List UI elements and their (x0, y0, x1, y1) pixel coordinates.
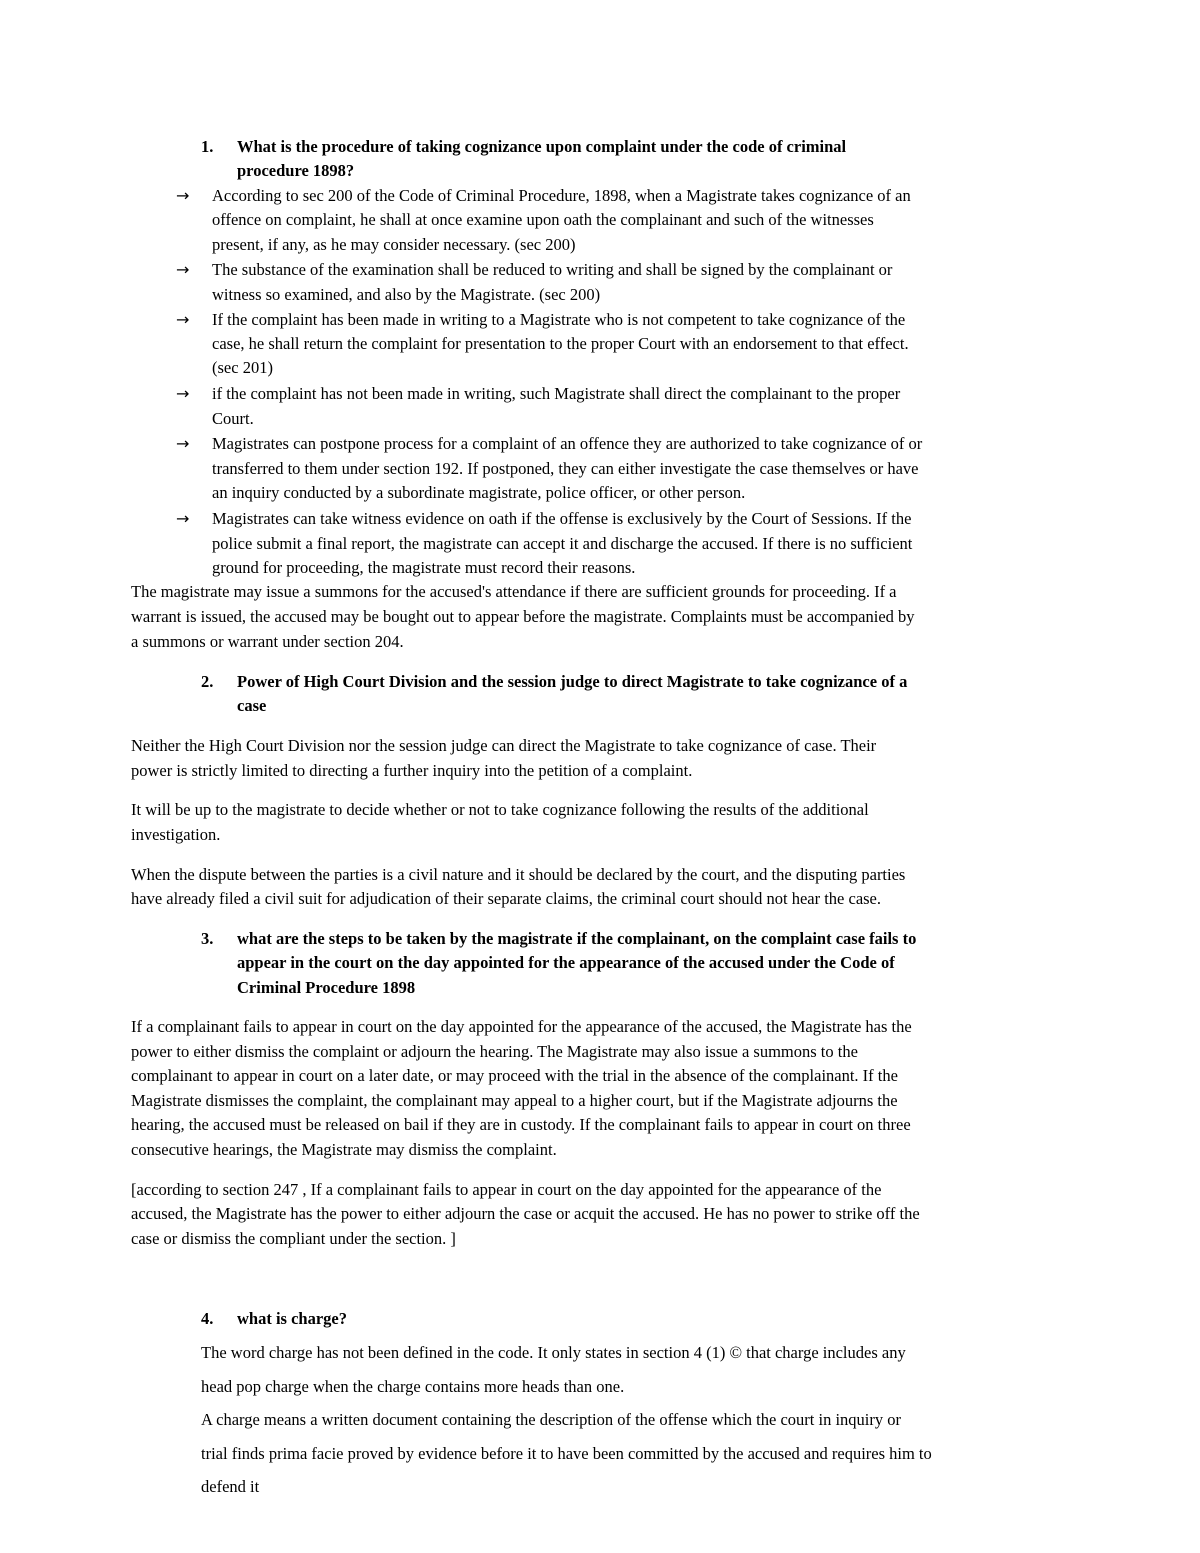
q1-bullet-2-line-1: The substance of the examination shall be reduced to writing and shall be signed by the complainant or (212, 260, 893, 279)
q1-bullet-1-line-3: present, if any, as he may consider necessary. (sec 200) (212, 235, 576, 254)
q2-para-3-line-1: When the dispute between the parties is a civil nature and it should be declared by the court, and the disputing parties (131, 865, 906, 884)
q1-bullet-5-line-3: an inquiry conducted by a subordinate magistrate, police officer, or other person. (212, 483, 746, 502)
q2-para-1-line-2: power is strictly limited to directing a further inquiry into the petition of a complaint. (131, 761, 693, 780)
q3-para-1-line-1: If a complainant fails to appear in court on the day appointed for the appearance of the accused, the Magistrate has the (131, 1017, 912, 1036)
q1-number: 1. (201, 137, 214, 156)
q4-number: 4. (201, 1309, 214, 1328)
q3-title-line-2: appear in the court on the day appointed for the appearance of the accused under the Code of (237, 953, 895, 972)
q2-title-line-1: Power of High Court Division and the session judge to direct Magistrate to take cognizance of a (237, 672, 908, 691)
q1-bullet-3-line-3: (sec 201) (212, 358, 273, 377)
q3-para-1-line-3: complainant to appear in court on a later date, or may proceed with the trial in the absence of the complainant. If the (131, 1066, 898, 1085)
q3-number: 3. (201, 929, 214, 948)
q3-para-1-line-5: hearing, the accused must be released on bail if they are in custody. If the complainant fails to appear in court on three (131, 1115, 911, 1134)
q1-bullet-2-line-2: witness so examined, and also by the Magistrate. (sec 200) (212, 285, 601, 304)
q3-para-2-line-1: [according to section 247 , If a complainant fails to appear in court on the day appointed for the appearance of the (131, 1180, 882, 1199)
arrow-icon: → (176, 260, 190, 279)
q4-line-2: head pop charge when the charge contains more heads than one. (201, 1377, 625, 1396)
q4-line-5: defend it (201, 1477, 260, 1496)
q2-title-line-2: case (237, 696, 267, 715)
arrow-icon: → (176, 384, 190, 403)
q1-after-line-3: a summons or warrant under section 204. (131, 632, 404, 651)
q3-para-1-line-2: power to either dismiss the complaint or adjourn the hearing. The Magistrate may also issue a summons to the (131, 1042, 858, 1061)
q2-para-3-line-2: have already filed a civil suit for adjudication of their separate claims, the criminal court should not hear the case. (131, 889, 882, 908)
q3-para-2-line-2: accused, the Magistrate has the power to either adjourn the case or acquit the accused. He has no power to strike off the (131, 1204, 920, 1223)
arrow-icon: → (176, 434, 190, 453)
q2-para-2-line-1: It will be up to the magistrate to decide whether or not to take cognizance following the results of the additional (131, 800, 869, 819)
q3-title-line-3: Criminal Procedure 1898 (237, 978, 416, 997)
q1-bullet-1-line-2: offence on complaint, he shall at once examine upon oath the complainant and such of the witnesses (212, 210, 874, 229)
q4-line-1: The word charge has not been defined in the code. It only states in section 4 (1) © that charge includes any (201, 1343, 906, 1362)
q1-title-line-1: What is the procedure of taking cognizance upon complaint under the code of criminal (237, 137, 847, 156)
q4-line-3: A charge means a written document containing the description of the offense which the court in inquiry or (201, 1410, 901, 1429)
q1-bullet-6-line-2: police submit a final report, the magistrate can accept it and discharge the accused. If there is no sufficient (212, 534, 913, 553)
q2-number: 2. (201, 672, 214, 691)
q3-para-1-line-6: consecutive hearings, the Magistrate may dismiss the complaint. (131, 1140, 557, 1159)
q4-line-4: trial finds prima facie proved by evidence before it to have been committed by the accused and requires him to (201, 1444, 932, 1463)
q1-bullet-3-line-1: If the complaint has been made in writing to a Magistrate who is not competent to take cognizance of the (212, 310, 906, 329)
q1-bullet-5-line-1: Magistrates can postpone process for a complaint of an offence they are authorized to take cognizance of or (212, 434, 923, 453)
q1-bullet-4-line-1: if the complaint has not been made in writing, such Magistrate shall direct the complainant to the proper (212, 384, 901, 403)
q1-bullet-6-line-3: ground for proceeding, the magistrate must record their reasons. (212, 558, 636, 577)
q1-bullet-5-line-2: transferred to them under section 192. If postponed, they can either investigate the case themselves or have (212, 459, 919, 478)
arrow-icon: → (176, 186, 190, 205)
q2-para-1-line-1: Neither the High Court Division nor the session judge can direct the Magistrate to take cognizance of case. Their (131, 736, 877, 755)
q4-title: what is charge? (237, 1309, 347, 1328)
q1-bullet-6-line-1: Magistrates can take witness evidence on oath if the offense is exclusively by the Court of Sessions. If the (212, 509, 912, 528)
q1-title-line-2: procedure 1898? (237, 161, 355, 180)
q1-after-line-1: The magistrate may issue a summons for the accused's attendance if there are sufficient grounds for proceeding. If a (131, 582, 897, 601)
q2-para-2-line-2: investigation. (131, 825, 221, 844)
q1-bullet-4-line-2: Court. (212, 409, 254, 428)
q3-title-line-1: what are the steps to be taken by the magistrate if the complainant, on the complaint case fails to (237, 929, 917, 948)
q1-after-line-2: warrant is issued, the accused may be bought out to appear before the magistrate. Complaints must be accompanied by (131, 607, 915, 626)
q3-para-1-line-4: Magistrate dismisses the complaint, the complainant may appeal to a higher court, but if the Magistrate adjourns the (131, 1091, 898, 1110)
arrow-icon: → (176, 509, 190, 528)
q1-bullet-1-line-1: According to sec 200 of the Code of Criminal Procedure, 1898, when a Magistrate takes cognizance of an (212, 186, 911, 205)
arrow-icon: → (176, 310, 190, 329)
q3-para-2-line-3: case or dismiss the compliant under the section. ] (131, 1229, 456, 1248)
q1-bullet-3-line-2: case, he shall return the complaint for presentation to the proper Court with an endorsement to that effect. (212, 334, 909, 353)
